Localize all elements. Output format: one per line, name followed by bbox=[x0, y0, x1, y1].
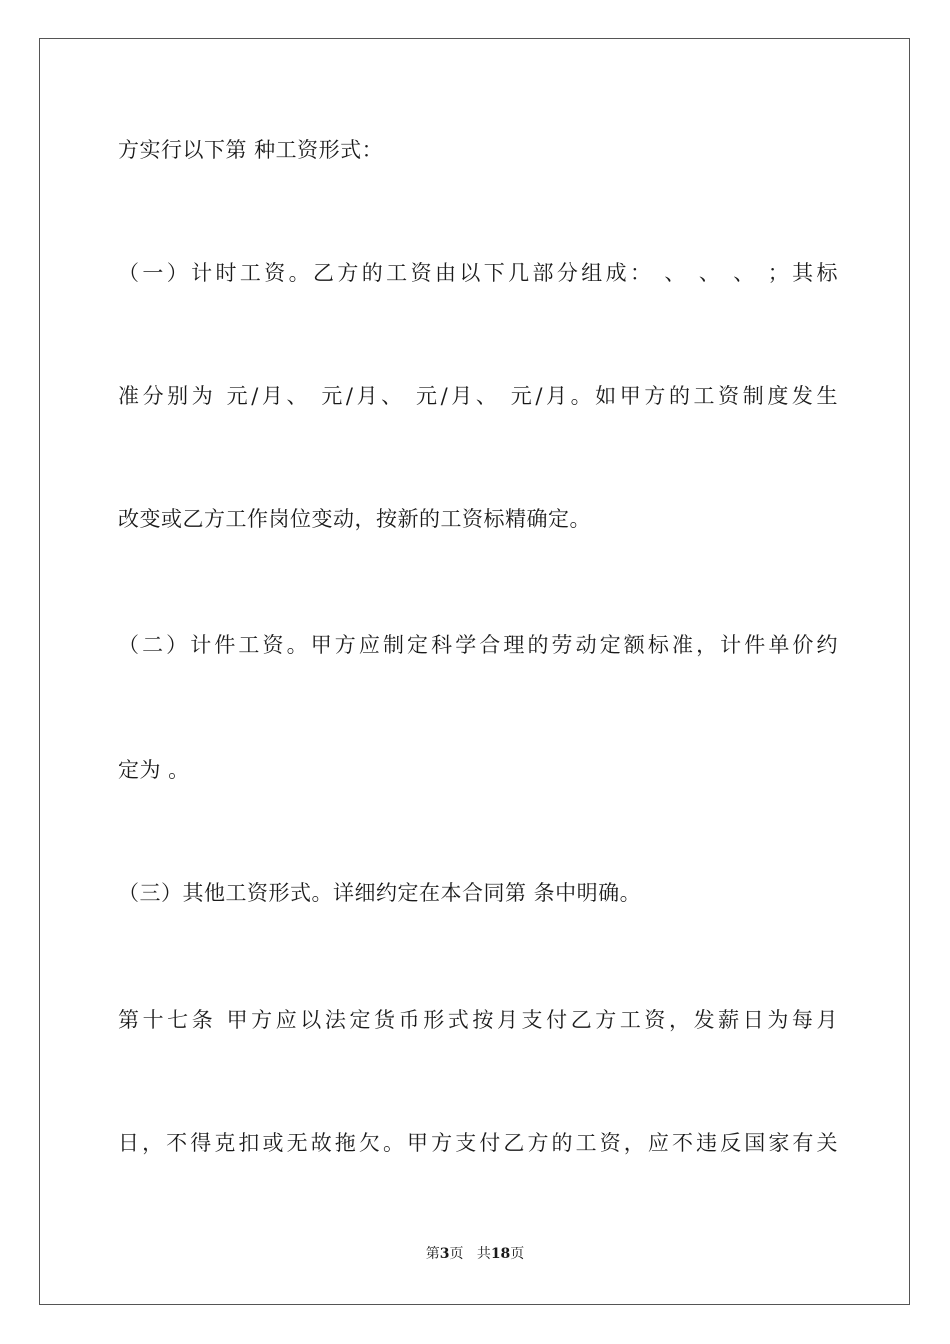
footer-page-number: 3 bbox=[439, 1246, 450, 1262]
paragraph-line-7: （三）其他工资形式。详细约定在本合同第 条中明确。 bbox=[118, 881, 642, 905]
paragraph-line-5: （二）计件工资。甲方应制定科学合理的劳动定额标准，计件单价约 bbox=[118, 633, 838, 657]
paragraph-line-4: 改变或乙方工作岗位变动，按新的工资标精确定。 bbox=[118, 507, 591, 531]
paragraph-line-6: 定为 。 bbox=[118, 758, 190, 782]
paragraph-line-8: 第十七条 甲方应以法定货币形式按月支付乙方工资，发薪日为每月 bbox=[118, 1008, 838, 1032]
paragraph-line-3: 准分别为 元/月、 元/月、 元/月、 元/月。如甲方的工资制度发生 bbox=[118, 384, 838, 408]
footer-total-suffix: 页 bbox=[510, 1246, 525, 1262]
footer-page-suffix: 页 bbox=[449, 1246, 464, 1262]
page-footer bbox=[0, 1244, 950, 1264]
paragraph-line-9: 日，不得克扣或无故拖欠。甲方支付乙方的工资，应不违反国家有关 bbox=[118, 1131, 838, 1155]
paragraph-line-1: 方实行以下第 种工资形式： bbox=[118, 138, 384, 162]
page-border bbox=[39, 38, 910, 1305]
footer-total-pages: 18 bbox=[490, 1246, 511, 1262]
footer-page-prefix: 第 bbox=[425, 1246, 440, 1262]
footer-total-prefix: 共 bbox=[476, 1246, 491, 1262]
paragraph-line-2: （一）计时工资。乙方的工资由以下几部分组成： 、 、 、 ；其标 bbox=[118, 261, 838, 285]
